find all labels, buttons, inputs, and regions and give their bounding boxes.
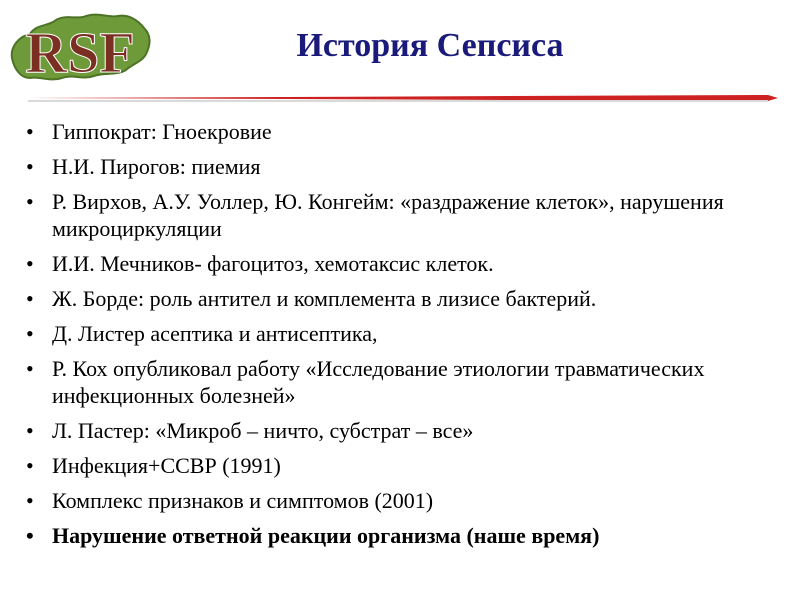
bullet-dot-icon: • [26, 453, 34, 478]
bullet-dot-icon: • [26, 488, 34, 513]
list-item-text: И.И. Мечников- фагоцитоз, хемотаксис клеток. [52, 251, 494, 276]
bullet-dot-icon: • [26, 119, 34, 144]
list-item-text: Гиппократ: Гноекровие [52, 119, 272, 144]
list-item-text: Д. Листер асептика и антисептика, [52, 321, 378, 346]
bullet-list [22, 118, 782, 557]
list-item [22, 355, 782, 409]
rsf-logo [6, 6, 156, 88]
list-item [22, 285, 782, 312]
bullet-dot-icon: • [26, 418, 34, 443]
bullet-dot-icon: • [26, 321, 34, 346]
bullet-dot-icon: • [26, 286, 34, 311]
list-item-text: Комплекс признаков и симптомов (2001) [52, 488, 434, 513]
logo-text: RSF [25, 20, 135, 85]
list-item [22, 320, 782, 347]
page-title: История Сепсиса [296, 27, 564, 64]
list-item [22, 417, 782, 444]
list-item [22, 522, 782, 549]
bullet-dot-icon: • [26, 189, 34, 214]
list-item [22, 118, 782, 145]
bullet-dot-icon: • [26, 154, 34, 179]
list-item [22, 250, 782, 277]
list-item-text: Р. Вирхов, А.У. Уоллер, Ю. Конгейм: «раздражение клеток», нарушения микроциркуляции [52, 189, 724, 241]
list-item-text: Нарушение ответной реакции организма (наше время) [52, 523, 600, 548]
list-item-text: Р. Кох опубликовал работу «Исследование этиологии травматических инфекционных болезней» [52, 356, 705, 408]
bullet-dot-icon: • [26, 356, 34, 381]
list-item-text: Ж. Борде: роль антител и комплемента в лизисе бактерий. [52, 286, 597, 311]
list-item [22, 153, 782, 180]
list-item-text: Н.И. Пирогов: пиемия [52, 154, 261, 179]
list-item-text: Инфекция+ССВР (1991) [52, 453, 281, 478]
bullet-dot-icon: • [26, 251, 34, 276]
list-item-text: Л. Пастер: «Микроб – ничто, субстрат – все» [52, 418, 474, 443]
bullet-dot-icon: • [26, 523, 34, 548]
list-item [22, 452, 782, 479]
list-item [22, 487, 782, 514]
list-item [22, 188, 782, 242]
title-underline [28, 92, 778, 104]
